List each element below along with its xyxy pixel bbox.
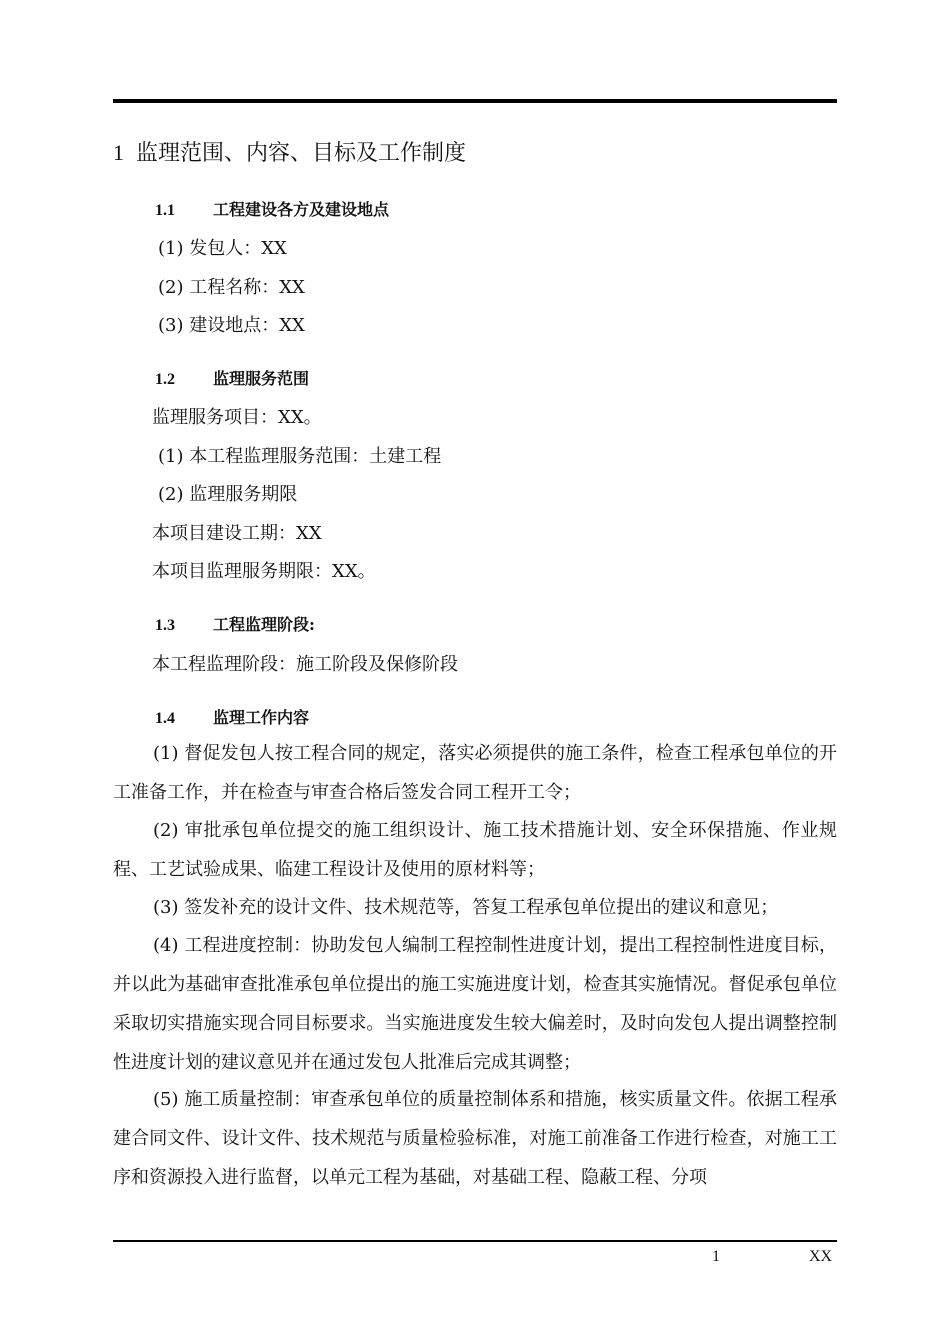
paragraph: (1) 督促发包人按工程合同的规定，落实必须提供的施工条件，检查工程承包单位的开工准备工作，并在检查与审查合格后签发合同工程开工令； <box>113 743 837 803</box>
stage-text: 本工程监理阶段：施工阶段及保修阶段 <box>152 654 458 675</box>
section-title: 工程建设各方及建设地点 <box>213 200 390 219</box>
list-item: (1) 本工程监理服务范围：土建工程 <box>158 446 442 467</box>
section-number: 1.2 <box>155 371 175 388</box>
chapter-title: 监理范围、内容、目标及工作制度 <box>136 141 467 166</box>
list-item: (1) 发包人：XX <box>158 238 287 259</box>
list-item: (2) 监理服务期限 <box>158 484 298 505</box>
header-rule <box>113 99 837 103</box>
section-number: 1.3 <box>155 617 175 634</box>
section-heading-1-4 <box>155 705 309 728</box>
paragraph: (4) 工程进度控制：协助发包人编制工程控制性进度计划，提出工程控制性进度目标，并以此为基础审查批准承包单位提出的施工实施进度计划，检查其实施情况。督促承包单位采取切实措施实现合同目标要求。当实施进度发生较大偏差时，及时向发包人提出调整控制性进度计划的建议意见并在通过发包人批准后完成其调整； <box>113 935 837 1073</box>
paragraph: (5) 施工质量控制：审查承包单位的质量控制体系和措施，核实质量文件。依据工程承建合同文件、设计文件、技术规范与质量检验标准，对施工前准备工作进行检查，对施工工序和资源投入进行监督，以单元工程为基础，对基础工程、隐蔽工程、分项 <box>113 1089 837 1188</box>
section-number: 1.1 <box>155 202 175 219</box>
section-heading-1-3 <box>155 612 315 635</box>
service-items-text: 监理服务项目：XX。 <box>152 407 322 428</box>
footer-rule <box>113 1240 837 1242</box>
section-heading-1-2 <box>155 366 309 389</box>
service-period-text: 本项目监理服务期限：XX。 <box>152 561 376 582</box>
list-item: (2) 工程名称：XX <box>158 277 305 298</box>
section-title: 监理服务范围 <box>213 369 310 388</box>
section-heading-1-1 <box>155 197 389 220</box>
chapter-heading <box>113 136 466 167</box>
chapter-number: 1 <box>113 140 124 165</box>
list-item: (3) 建设地点：XX <box>158 315 305 336</box>
page-number: 1 <box>712 1248 720 1265</box>
paragraph: (2) 审批承包单位提交的施工组织设计、施工技术措施计划、安全环保措施、作业规程、工艺试验成果、临建工程设计及使用的原材料等； <box>113 820 837 880</box>
paragraph: (3) 签发补充的设计文件、技术规范等，答复工程承包单位提出的建议和意见； <box>153 897 779 918</box>
section-title: 工程监理阶段: <box>213 615 315 634</box>
section-title: 监理工作内容 <box>213 708 310 727</box>
construction-period-text: 本项目建设工期：XX <box>152 523 322 544</box>
section-number: 1.4 <box>155 710 175 727</box>
footer-code: XX <box>809 1248 833 1265</box>
